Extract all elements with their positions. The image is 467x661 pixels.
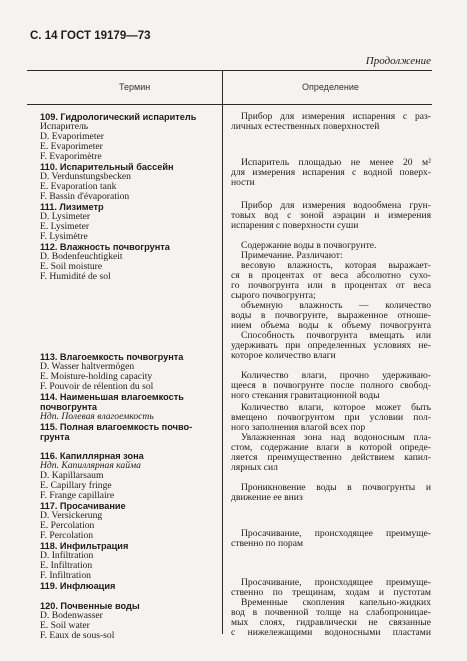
definition-line: Содержание воды в почвогрунте. [241, 240, 377, 251]
term-line: E. Infiltration [40, 560, 93, 571]
definition-line: го почвогрунта или в процентах от веса [231, 280, 431, 291]
definition-line: Временные скопления капельно-жидких [241, 597, 431, 608]
term-line: 117. Просачивание [40, 501, 126, 511]
definition-line: мых слоях, гидравлически не связанные [231, 617, 431, 628]
term-line: F. Pouvoir de rélention du sol [40, 381, 154, 392]
definition-line: ляется преимущественно действием капил- [231, 452, 431, 463]
page-header: С. 14 ГОСТ 19179—73 [30, 30, 151, 42]
definition-line: ственно по порам [231, 538, 304, 549]
term-line: 115. Полная влагоемкость почво- [40, 422, 193, 432]
definition-line: ного стекания гравитационной воды [231, 390, 380, 401]
term-line: 111. Лизиметр [40, 202, 104, 212]
term-line: D. Bodenfeuchtigkeit [40, 251, 123, 262]
term-line: E. Moisture-holding capacity [40, 371, 153, 382]
definition-line: Увлажненная зона над водоносным пла- [241, 432, 431, 443]
term-line: 114. Наименьшая влагоемкость [40, 392, 184, 402]
definition-line: личных естественных поверхностей [231, 121, 380, 132]
definition-line: щееся в почвогрунте после полного свобод- [231, 380, 431, 391]
definition-line: лярных сил [231, 462, 278, 473]
definition-line: ности [231, 177, 255, 188]
definition-line: Прибор для измерения водообмена грун- [241, 200, 431, 211]
term-line: D. Infiltration [40, 550, 94, 561]
term-line: Ндп. Капиллярная кайма [40, 460, 141, 471]
term-line: F. Eaux de sous-sol [40, 630, 115, 641]
term-line: F. Frange capillaire [40, 490, 115, 501]
term-line: 109. Гидрологический испаритель [40, 112, 197, 122]
definition-line: удерживать при определенных условиях не- [231, 340, 431, 351]
definition-line: воды в почвогрунте, выраженное отноше- [231, 310, 431, 321]
term-line: почвогрунта [40, 402, 97, 412]
term-line: F. Evaporimètre [40, 151, 102, 162]
term-line: F. Percolation [40, 530, 94, 541]
term-line: D. Kapillarsaum [40, 470, 104, 481]
term-line: 120. Почвенные воды [40, 601, 140, 611]
definition-line: Примечание. Различают: [241, 250, 343, 261]
term-line: 118. Инфильтрация [40, 541, 129, 551]
definition-line: Количество влаги, прочно удерживаю- [241, 370, 431, 381]
terms-table [27, 70, 432, 641]
term-line: D. Versickerung [40, 510, 103, 521]
term-line: E. Soil water [40, 620, 90, 631]
definition-line: вмещено почвогрунтом при условии пол- [231, 412, 431, 423]
term-line: E. Capillary fringe [40, 480, 112, 491]
definition-line: товых вод с зоной аэрации и измерения [231, 210, 431, 221]
term-line: F. Lysimètre [40, 231, 88, 242]
definition-line: объемную влажность — количество [241, 300, 431, 311]
term-line: грунта [40, 432, 70, 442]
term-line: E. Percolation [40, 520, 95, 531]
definition-line: Количество влаги, которое может быть [241, 402, 431, 413]
definition-line: испарения с поверхности суши [231, 220, 359, 231]
definition-line: весовую влажность, которая выражает- [241, 260, 431, 271]
term-line: F. Infiltration [40, 570, 91, 581]
definition-line: Испаритель площадью не менее 20 м² [241, 157, 431, 168]
term-line: F. Bassin d'évaporation [40, 191, 130, 202]
terms-column-header: Термин [119, 82, 151, 92]
definition-line: Просачивание, происходящее преимуще- [241, 577, 431, 588]
definition-line: движение ее вниз [231, 492, 303, 503]
term-line: E. Evaporimeter [40, 141, 103, 152]
term-line: Ндп. Полевая влагоемкость [40, 411, 154, 422]
term-line: D. Lysimeter [40, 211, 91, 222]
term-line: 113. Влагоемкость почвогрунта [40, 352, 184, 362]
definition-line: нием объема воды к объему почвогрунта [231, 320, 431, 331]
definition-line: для измерения испарения с водной поверх- [231, 167, 431, 178]
term-line: D. Verdunstungsbecken [40, 171, 131, 182]
definition-line: Просачивание, происходящее преимуще- [241, 528, 431, 539]
term-line: 116. Капиллярная зона [40, 451, 144, 461]
definition-line: Прибор для измерения испарения с раз- [241, 111, 431, 122]
definition-line: вод в почвенной толще на слабопроницае- [231, 607, 431, 618]
definition-line: сырого почвогрунта; [231, 290, 316, 301]
term-line: D. Wasser haltvermögen [40, 361, 135, 372]
term-line: E. Soil moisture [40, 261, 103, 272]
definition-line: стом, содержание влаги в которой опреде- [231, 442, 431, 453]
term-line: F. Humidité de sol [40, 271, 111, 282]
definition-column-header: Определение [302, 82, 359, 92]
term-line: 112. Влажность почвогрунта [40, 242, 170, 252]
continuation-label: Продолжение [365, 55, 431, 67]
definition-line: ся в процентах от веса абсолютно сухо- [231, 270, 431, 281]
definition-line: с нижележащими водоносными пластами [231, 627, 431, 638]
definition-line: Проникновение воды в почвогрунты и [241, 482, 431, 493]
definition-line: которое количество влаги [231, 350, 336, 361]
term-line: 110. Испарительный бассейн [40, 162, 174, 172]
term-line: 119. Инфлюация [40, 581, 116, 591]
term-line: D. Evaporimeter [40, 131, 104, 142]
table-header-row [27, 71, 432, 105]
term-line: E. Evaporation tank [40, 181, 117, 192]
term-line: Испаритель [40, 121, 89, 132]
term-line: D. Bodenwasser [40, 610, 103, 621]
column-divider [222, 71, 223, 634]
definition-line: Способность почвогрунта вмещать или [241, 330, 431, 341]
definition-line: ного заполнения влагой всех пор [231, 422, 366, 433]
definition-line: ственно по трещинам, ходам и пустотам [231, 587, 431, 598]
term-line: E. Lysimeter [40, 221, 90, 232]
